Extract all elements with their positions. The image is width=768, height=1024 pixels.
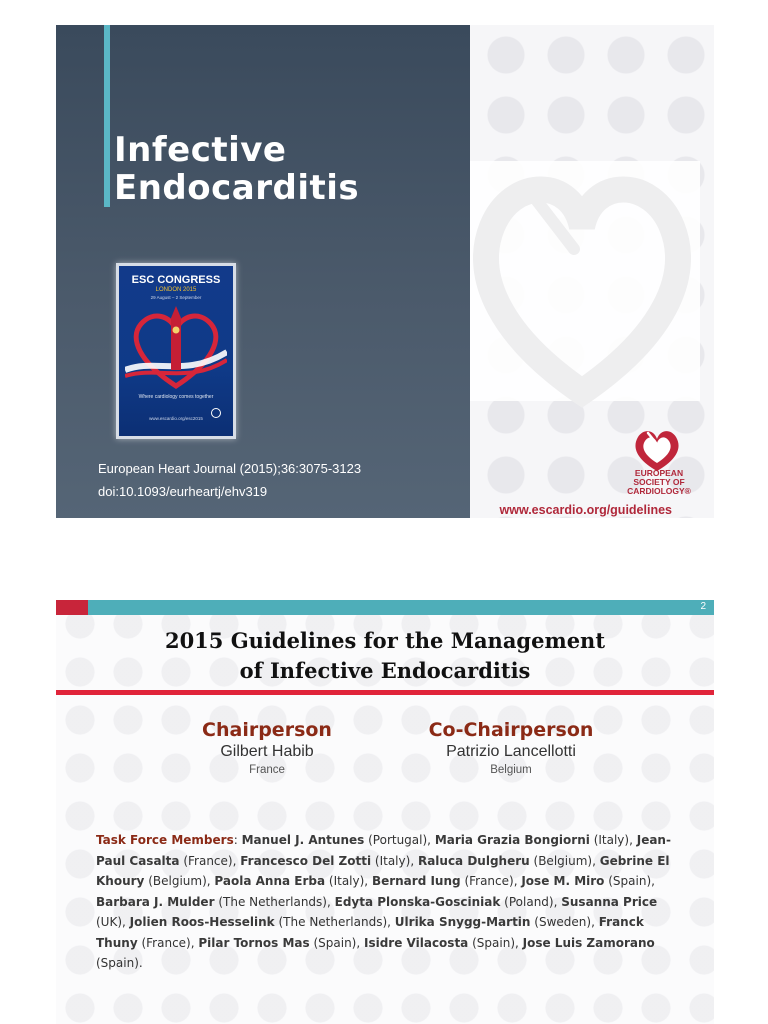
- accent-bar: [104, 25, 110, 207]
- org-name-line-3: CARDIOLOGY®: [627, 486, 691, 496]
- co-chairperson-name: Patrizio Lancellotti: [446, 743, 576, 760]
- member-country: (The Netherlands): [278, 915, 388, 929]
- member-country: (Spain): [313, 935, 357, 950]
- title-line-1: Infective: [114, 130, 287, 170]
- member-name: Francesco Del Zotti: [240, 853, 372, 868]
- member-country: (Spain): [608, 874, 652, 888]
- member-country: (Spain): [96, 956, 139, 970]
- cover-heart-tower-icon: [125, 304, 227, 392]
- org-name-line-1: EUROPEAN: [634, 468, 684, 478]
- member-name: Jose Luis Zamorano: [522, 935, 655, 950]
- member-name: Jean-Paul Casalta: [96, 833, 671, 868]
- task-force-label: Task Force Members: [96, 833, 234, 847]
- task-force-members: Task Force Members: Manuel J. Antunes (Portugal), Maria Grazia Bongiorni (Italy), Jean-Paul Casalta (France), Francesco Del Zotti (Italy), Raluca Dulgheru (Belgium), Gebrine El Khoury (Belgium), Paola Anna Erba (Italy), Bernard Iung (France), Jose M. Miro (Spain), Barbara J. Mulder (The Netherlands), Edyta Plonska-Gosciniak (Poland), Susanna Price (UK), Jolien Roos-Hesselink (The Netherlands), Ulrika Snygg-Martin (Sweden), Franck Thuny (France), Pilar Tornos Mas (Spain), Isidre Vilacosta (Spain), Jose Luis Zamorano (Spain).: [96, 833, 671, 970]
- member-name: Ulrika Snygg-Martin: [394, 915, 531, 929]
- org-name-line-2: SOCIETY OF: [633, 477, 685, 487]
- co-chairperson-country: Belgium: [490, 764, 532, 776]
- guidelines-url: www.escardio.org/guidelines: [499, 503, 672, 517]
- chairperson-label: Chairperson: [202, 719, 332, 741]
- member-name: Gebrine El Khoury: [96, 853, 670, 888]
- member-name: Bernard Iung: [371, 874, 461, 888]
- member-name: Jolien Roos-Hesselink: [129, 915, 275, 929]
- member-country: (Belgium): [533, 853, 593, 868]
- watermark-heart-icon: [462, 157, 702, 417]
- member-country: (France): [464, 874, 514, 888]
- cover-logo-icon: [211, 408, 221, 418]
- organization-name: [616, 469, 702, 496]
- title-line-1: 2015 Guidelines for the Management: [164, 628, 606, 653]
- member-name: Paola Anna Erba: [214, 874, 326, 888]
- cover-website: www.escardio.org/esc2015: [149, 416, 203, 421]
- member-country: (Sweden): [534, 915, 592, 929]
- title-line-2: Endocarditis: [114, 168, 360, 208]
- member-country: (Italy): [328, 874, 365, 888]
- member-name: Susanna Price: [561, 894, 658, 909]
- member-name: Isidre Vilacosta: [364, 935, 469, 950]
- member-country: (Belgium): [148, 874, 207, 888]
- authors-slide: [56, 600, 714, 1024]
- header-bar-teal: [88, 600, 714, 615]
- title-panel: [56, 25, 470, 518]
- chairperson-name: Gilbert Habib: [220, 743, 314, 760]
- member-name: Franck Thuny: [96, 915, 644, 950]
- member-country: (The Netherlands): [218, 894, 327, 909]
- cover-dates: 29 August – 2 September: [150, 295, 202, 300]
- member-country: (Poland): [504, 894, 554, 909]
- member-name: Barbara J. Mulder: [96, 894, 215, 909]
- journal-doi: doi:10.1093/eurheartj/ehv319: [98, 484, 268, 499]
- congress-cover-image: [116, 263, 236, 439]
- page-number: 2: [700, 601, 706, 612]
- member-country: (France): [183, 853, 233, 868]
- cover-subheading: LONDON 2015: [155, 287, 197, 293]
- slide-title: [114, 131, 454, 207]
- cover-tagline: Where cardiology comes together: [138, 394, 214, 400]
- chairperson-country: France: [249, 764, 285, 776]
- member-name: Maria Grazia Bongiorni: [434, 833, 590, 847]
- title-line-2: of Infective Endocarditis: [239, 658, 531, 683]
- member-country: (Spain): [472, 935, 515, 950]
- header-bar-red: [56, 600, 88, 615]
- chairperson-block: [152, 718, 382, 778]
- slide-title: [56, 626, 714, 686]
- member-name: Raluca Dulgheru: [417, 853, 530, 868]
- member-name: Edyta Plonska-Gosciniak: [334, 894, 501, 909]
- co-chairperson-label: Co-Chairperson: [428, 719, 594, 741]
- co-chairperson-block: [396, 718, 626, 778]
- member-country: (France): [141, 935, 191, 950]
- title-divider: [56, 690, 714, 695]
- member-country: (Italy): [374, 853, 411, 868]
- member-country: (Italy): [593, 833, 630, 847]
- esc-heart-logo-icon: [626, 425, 688, 473]
- title-slide: [56, 25, 714, 518]
- member-country: (UK): [96, 915, 123, 929]
- member-name: Manuel J. Antunes: [241, 833, 365, 847]
- member-name: Jose M. Miro: [521, 874, 605, 888]
- cover-heading: ESC CONGRESS: [131, 274, 221, 286]
- member-country: (Portugal): [368, 833, 428, 847]
- journal-reference: European Heart Journal (2015);36:3075-3123: [98, 461, 362, 476]
- member-name: Pilar Tornos Mas: [198, 935, 310, 950]
